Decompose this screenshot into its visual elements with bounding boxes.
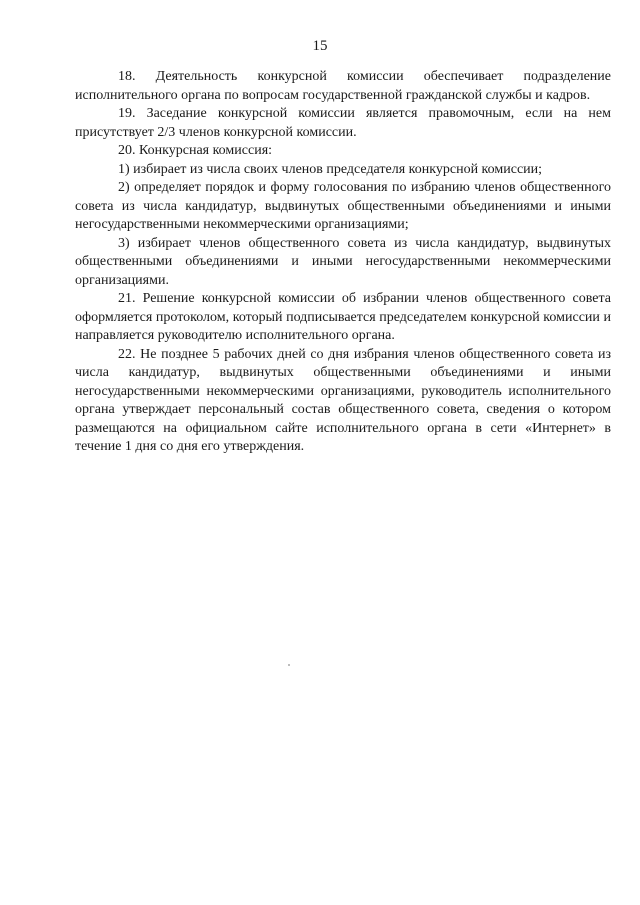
paragraph-20: 20. Конкурсная комиссия:	[118, 143, 273, 158]
document-body	[75, 68, 611, 457]
paragraph-20-item-1: 1) избирает из числа своих членов председателя конкурсной комиссии;	[118, 161, 543, 177]
paragraph-18: 18. Деятельность конкурсной комиссии обеспечивает подразделение исполнительного органа по вопросам государственной гражданской службы и кадров.	[75, 69, 611, 103]
paragraph-19: 19. Заседание конкурсной комиссии является правомочным, если на нем присутствует 2/3 членов конкурсной комиссии.	[75, 106, 611, 140]
paragraph-20-item-2: 2) определяет порядок и форму голосования по избранию членов общественного совета из числа кандидатур, выдвинутых общественными объединениями и иными негосударственными некоммерческими организациями;	[75, 180, 611, 232]
page-number: 15	[312, 38, 328, 54]
paragraph-21: 21. Решение конкурсной комиссии об избрании членов общественного совета оформляется протоколом, который подписывается председателем конкурсной комиссии и направляется руководителю исполнительного органа.	[75, 291, 611, 343]
paragraph-22: 22. Не позднее 5 рабочих дней со дня избрания членов общественного совета из числа кандидатур, выдвинутых общественными объединениями и иными негосударственными некоммерческими организациями, руководитель исполнительного органа утверждает персональный состав общественного совета, сведения о котором размещаются на официальном сайте исполнительного органа в сети «Интернет» в течение 1 дня со дня его утверждения.	[75, 346, 611, 454]
paragraph-20-item-3: 3) избирает членов общественного совета из числа кандидатур, выдвинутых общественными объединениями и иными негосударственными некоммерческими организациями.	[75, 235, 611, 288]
scan-speck	[288, 664, 290, 666]
